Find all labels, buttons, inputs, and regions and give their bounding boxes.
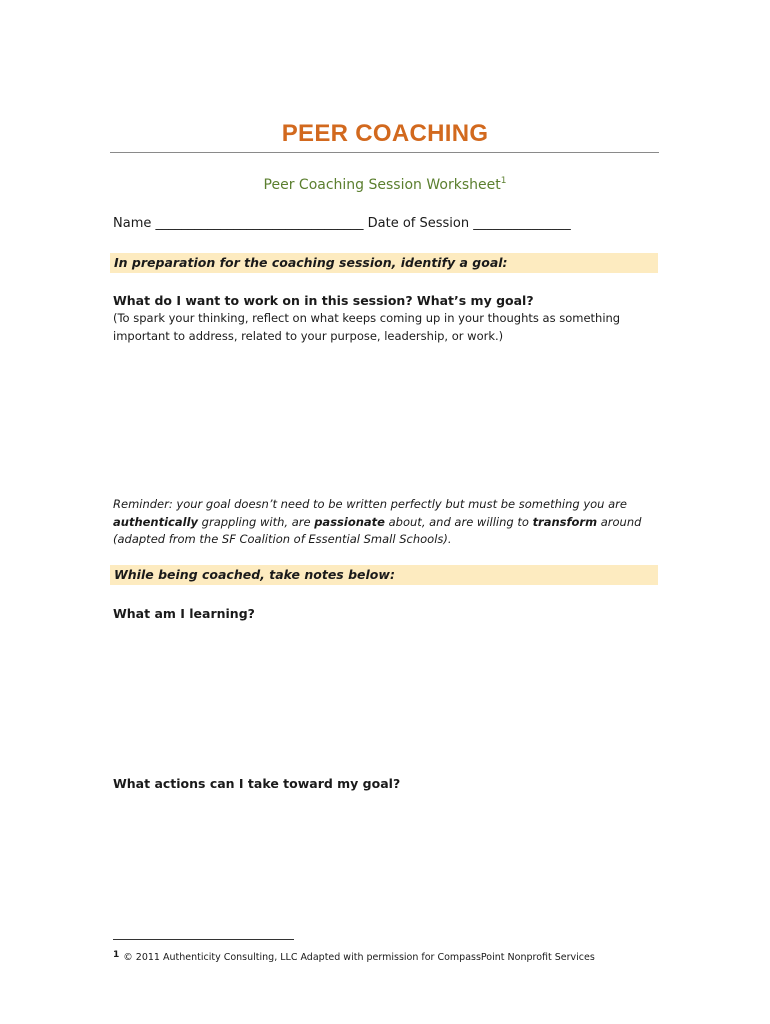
worksheet-subtitle (0, 176, 770, 193)
goal-hint-line1: (To spark your thinking, reflect on what keeps coming up in your thoughts as something (113, 311, 621, 325)
name-label: Name (113, 216, 152, 231)
page-title: PEER COACHING (281, 120, 489, 147)
footnote-divider (113, 939, 294, 940)
learning-question: What am I learning? (113, 606, 255, 621)
reminder-line1: Reminder: your goal doesn’t need to be written perfectly but must be something you are (113, 497, 627, 511)
footnote-ref: 1 (500, 176, 507, 186)
title-divider (110, 152, 659, 153)
name-date-row (113, 216, 571, 231)
date-label: Date of Session (367, 216, 470, 231)
section-heading-goal: In preparation for the coaching session, identify a goal: (110, 253, 658, 273)
footnote-number: 1 (113, 950, 120, 960)
emph-transform: transform (532, 514, 598, 529)
footnote-text: © 2011 Authenticity Consulting, LLC Adapted with permission for CompassPoint Nonprofit Services (123, 952, 595, 963)
reminder-text: about, and are willing to (384, 514, 533, 529)
section-heading-notes: While being coached, take notes below: (110, 565, 658, 585)
goal-question: What do I want to work on in this session? What’s my goal? (113, 293, 534, 308)
date-field[interactable]: _______________ (473, 216, 571, 231)
reminder-note (113, 496, 643, 549)
goal-hint-line2: important to address, related to your purpose, leadership, or work.) (113, 328, 504, 343)
reminder-text: grappling with, are (198, 514, 315, 529)
name-field[interactable]: ________________________________ (155, 216, 364, 231)
footnote (113, 950, 595, 963)
reminder-text: around (597, 514, 642, 529)
emph-passionate: passionate (314, 514, 385, 529)
goal-hint (113, 310, 633, 345)
actions-question: What actions can I take toward my goal? (113, 776, 401, 791)
reminder-line2 (113, 514, 643, 532)
subtitle-text: Peer Coaching Session Worksheet (263, 177, 501, 193)
emph-authentically: authentically (113, 514, 199, 529)
reminder-line3: (adapted from the SF Coalition of Essential Small Schools). (113, 532, 452, 546)
